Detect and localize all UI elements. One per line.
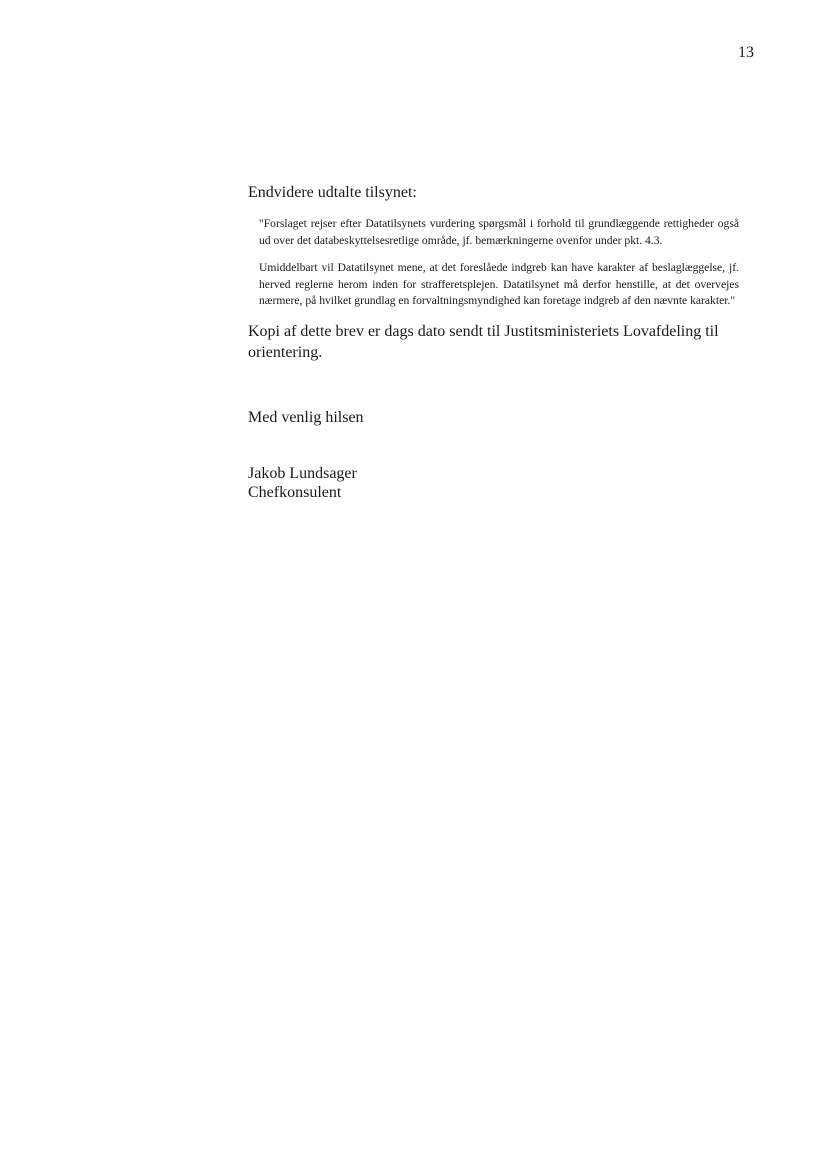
block-quote xyxy=(259,216,739,310)
signature-block xyxy=(248,464,738,502)
quote-intro: Endvidere udtalte tilsynet: xyxy=(248,184,417,201)
quote-paragraph-1: "Forslaget rejser efter Datatilsynets vurdering spørgsmål i forhold til grundlæggende rettigheder også ud over det databeskyttelsesretlige område, jf. bemærkningerne ovenfor under pkt. 4.3. xyxy=(259,217,739,247)
signatory-title: Chefkonsulent xyxy=(248,483,342,501)
quote-paragraph-2: Umiddelbart vil Datatilsynet mene, at det foreslåede indgreb kan have karakter af beslaglæggelse, jf. herved reglerne herom inden for strafferetsplejen. Datatilsynet må derfor henstille, at det overvejes nærmere, på hvilket grundlag en forvaltningsmyndighed kan foretage indgreb af den nævnte karakter." xyxy=(259,261,739,307)
signatory-name: Jakob Lundsager xyxy=(248,464,357,482)
letter-body xyxy=(248,183,738,502)
copy-note: Kopi af dette brev er dags dato sendt til Justitsministeriets Lovafdeling til orientering. xyxy=(248,322,719,361)
page-number: 13 xyxy=(738,44,754,61)
closing-salutation: Med venlig hilsen xyxy=(248,408,364,426)
